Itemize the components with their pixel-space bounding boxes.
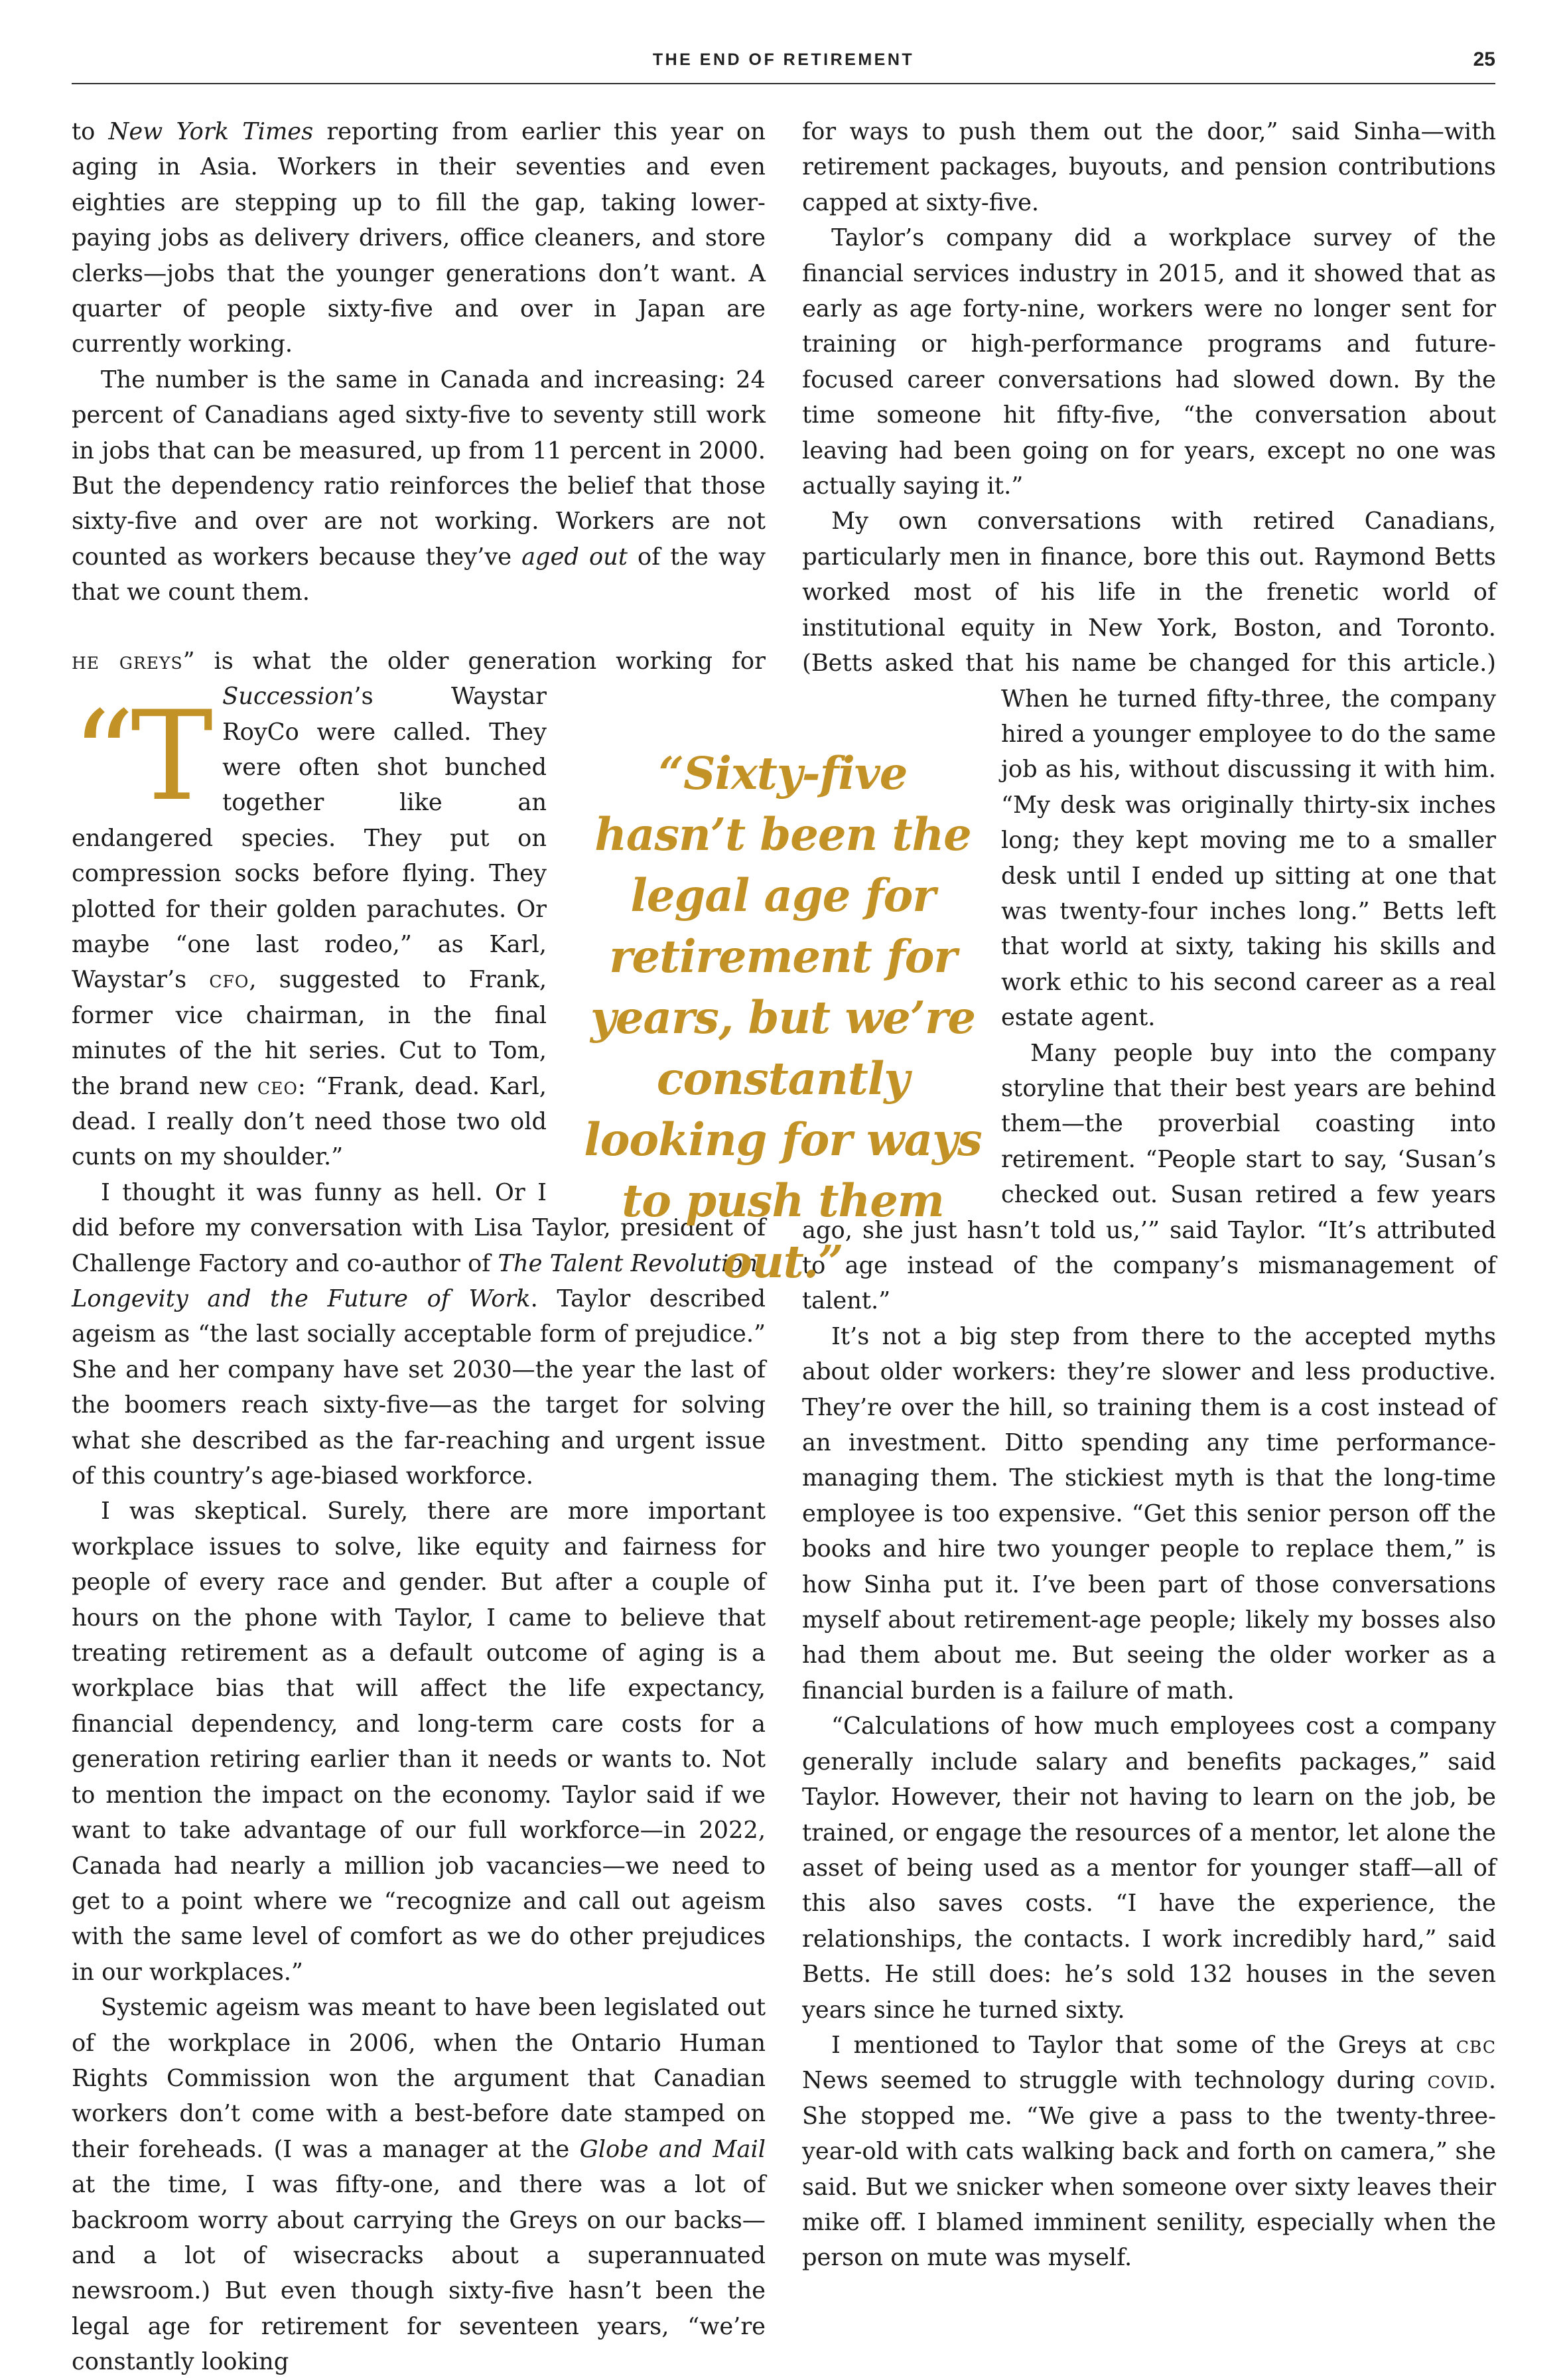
page-number: 25	[1473, 48, 1495, 71]
text-run: ’s Waystar RoyCo were called. They were often shot bunched together like an endangered species. They put on compression socks before flying. They plotted for their golden parachutes. Or maybe “one last rodeo,” as Karl, Waystar’s	[72, 683, 547, 993]
text-run: to	[72, 118, 109, 145]
text-run: . She stopped me. “We give a pass to the twenty-three-year-old with cats walking back and forth on camera,” she said. But we snicker when someone over sixty leaves their mike off. I blamed imminent senility, especially when the person on mute was myself.	[802, 2067, 1496, 2271]
drop-cap	[72, 710, 213, 808]
small-caps-run: cbc	[1456, 2032, 1496, 2059]
publication-title: New York Times	[109, 118, 314, 145]
paragraph	[72, 1990, 766, 2379]
paragraph: Many people buy into the company storyline that their best years are behind them—the proverbial coasting into retirement. “People start to say, ‘Susan’s checked out. Susan retired a few years ago, she just hasn’t told us,’” said Taylor. “It’s attributed to age instead of the company’s mismanagement of talent.”	[802, 1036, 1496, 1319]
paragraph: “Calculations of how much employees cost a company generally include salary and benefits packages,” said Taylor. However, their not having to learn on the job, be trained, or engage the resources of a mentor, let alone the asset of being used as a mentor for younger staff—all of this also saves costs. “I have the experience, the relationships, the contacts. I work incredibly hard,” said Betts. He still does: he’s sold 132 houses in the seven years since he turned sixty.	[802, 1709, 1496, 2028]
text-run: : “Frank, dead. Karl, dead. I really don’t need those two old cunts on my shoulder.”	[72, 1073, 547, 1171]
book-title: The Talent Revolution: Longevity and the Future of Work	[72, 1250, 766, 1312]
emphasis: aged out	[521, 543, 628, 571]
publication-title: Globe and Mail	[580, 2136, 766, 2163]
text-run: The number is the same in Canada and increasing: 24 percent of Canadians aged sixty-five to seventy still work in jobs that can be measured, up from 11 percent in 2000. But the dependency ratio reinforces the belief that those sixty-five and over are not working. Workers are not counted as workers because they’ve	[72, 366, 766, 571]
paragraph	[802, 2028, 1496, 2276]
text-run: reporting from earlier this year on aging in Asia. Workers in their seventies and even eighties are stepping up to fill the gap, taking lower-paying jobs as delivery drivers, office cleaners, and store clerks—jobs that the younger generations don’t want. A quarter of people sixty-five and over in Japan are currently working.	[72, 118, 766, 358]
drop-cap-letter: T	[131, 684, 213, 828]
drop-cap-quote: “	[72, 684, 131, 828]
text-run: Systemic ageism was meant to have been legislated out of the workplace in 2006, when the Ontario Human Rights Commission won the argument that Canadian workers don’t come with a best-before date stamped on their foreheads. (I was a manager at the	[72, 1994, 766, 2163]
small-caps-run: he greys	[72, 648, 183, 675]
paragraph: for ways to push them out the door,” said Sinha—with retirement packages, buyouts, and pension contributions capped at sixty-five.	[802, 114, 1496, 220]
text-run: I thought it was funny as hell. Or I did before my conversation with Lisa Taylor, president of Challenge Factory and co-author of	[72, 1179, 766, 1277]
paragraph	[72, 362, 766, 610]
paragraph	[72, 114, 766, 362]
text-run: ” is what the older generation working for	[183, 648, 766, 675]
text-run: I mentioned to Taylor that some of the Greys at	[831, 2032, 1456, 2059]
text-run: , suggested to Frank, former vice chairman, in the final minutes of the hit series. Cut to Tom, the brand new	[72, 966, 547, 1099]
text-run: of the way that we count them.	[72, 543, 766, 606]
small-caps-run: cfo	[209, 966, 249, 993]
header-rule	[72, 83, 1495, 84]
text-run: at the time, I was fifty-one, and there was a lot of backroom worry about carrying the Greys on our backs—and a lot of wisecracks about a superannuated newsroom.) But even though sixty-five hasn’t been the legal age for retirement for seventeen years, “we’re constantly looking	[72, 2171, 766, 2375]
paragraph: It’s not a big step from there to the accepted myths about older workers: they’re slower and less productive. They’re over the hill, so training them is a cost instead of an investment. Ditto spending any time performance-managing them. The stickiest myth is that the long-time employee is too expensive. “Get this senior person off the books and hire two younger people to replace them,” is how Sinha put it. I’ve been part of those conversations myself about retirement-age people; likely my bosses also had them about me. But seeing the older worker as a financial burden is a failure of math.	[802, 1319, 1496, 1709]
paragraph: I was skeptical. Surely, there are more important workplace issues to solve, like equity and fairness for people of every race and gender. But after a couple of hours on the phone with Taylor, I came to believe that treating retirement as a default outcome of aging is a workplace bias that will affect the life expectancy, financial dependency, and long-term care costs for a generation retiring earlier than it needs or wants to. Not to mention the impact on the economy. Taylor said if we want to take advantage of our full workforce—in 2022, Canada had nearly a million job vacancies—we need to get to a point where we “recognize and call out ageism with the same level of comfort as we do other prejudices in our workplaces.”	[72, 1494, 766, 1990]
running-head	[0, 50, 1567, 77]
pull-quote: “Sixty-five hasn’t been the legal age for retirement for years, but we’re constantly looking for ways to push them out.”	[584, 743, 982, 1293]
text-run: . Taylor described ageism as “the last socially acceptable form of prejudice.” She and her company have set 2030—the year the last of the boomers reach sixty-five—as the target for solving what she described as the far-reaching and urgent issue of this country’s age-biased workforce.	[72, 1285, 766, 1490]
text-run: News seemed to struggle with technology during	[802, 2067, 1428, 2094]
small-caps-run: covid	[1428, 2067, 1489, 2094]
paragraph: Taylor’s company did a workplace survey of the financial services industry in 2015, and it showed that as early as age forty-nine, workers were no longer sent for training or high-performance programs and future-focused career conversations had slowed down. By the time someone hit fifty-five, “the conversation about leaving had been going on for years, except no one was actually saying it.”	[802, 220, 1496, 504]
small-caps-run: ceo	[257, 1073, 298, 1100]
show-title: Succession	[222, 683, 354, 710]
paragraph: My own conversations with retired Canadians, particularly men in finance, bore this out. Raymond Betts worked most of his life in the frenetic world of institutional equity in New York, Boston, and Toronto. (Betts asked that his name be changed for this article.) When he turned fifty-three, the company hired a younger employee to do the same job as his, without discussing it with him. “My desk was originally thirty-six inches long; they kept moving me to a smaller desk until I ended up sitting at one that was twenty-four inches long.” Betts left that world at sixty, taking his skills and work ethic to his second career as a real estate agent.	[802, 504, 1496, 1035]
running-head-title: THE END OF RETIREMENT	[0, 50, 1567, 70]
